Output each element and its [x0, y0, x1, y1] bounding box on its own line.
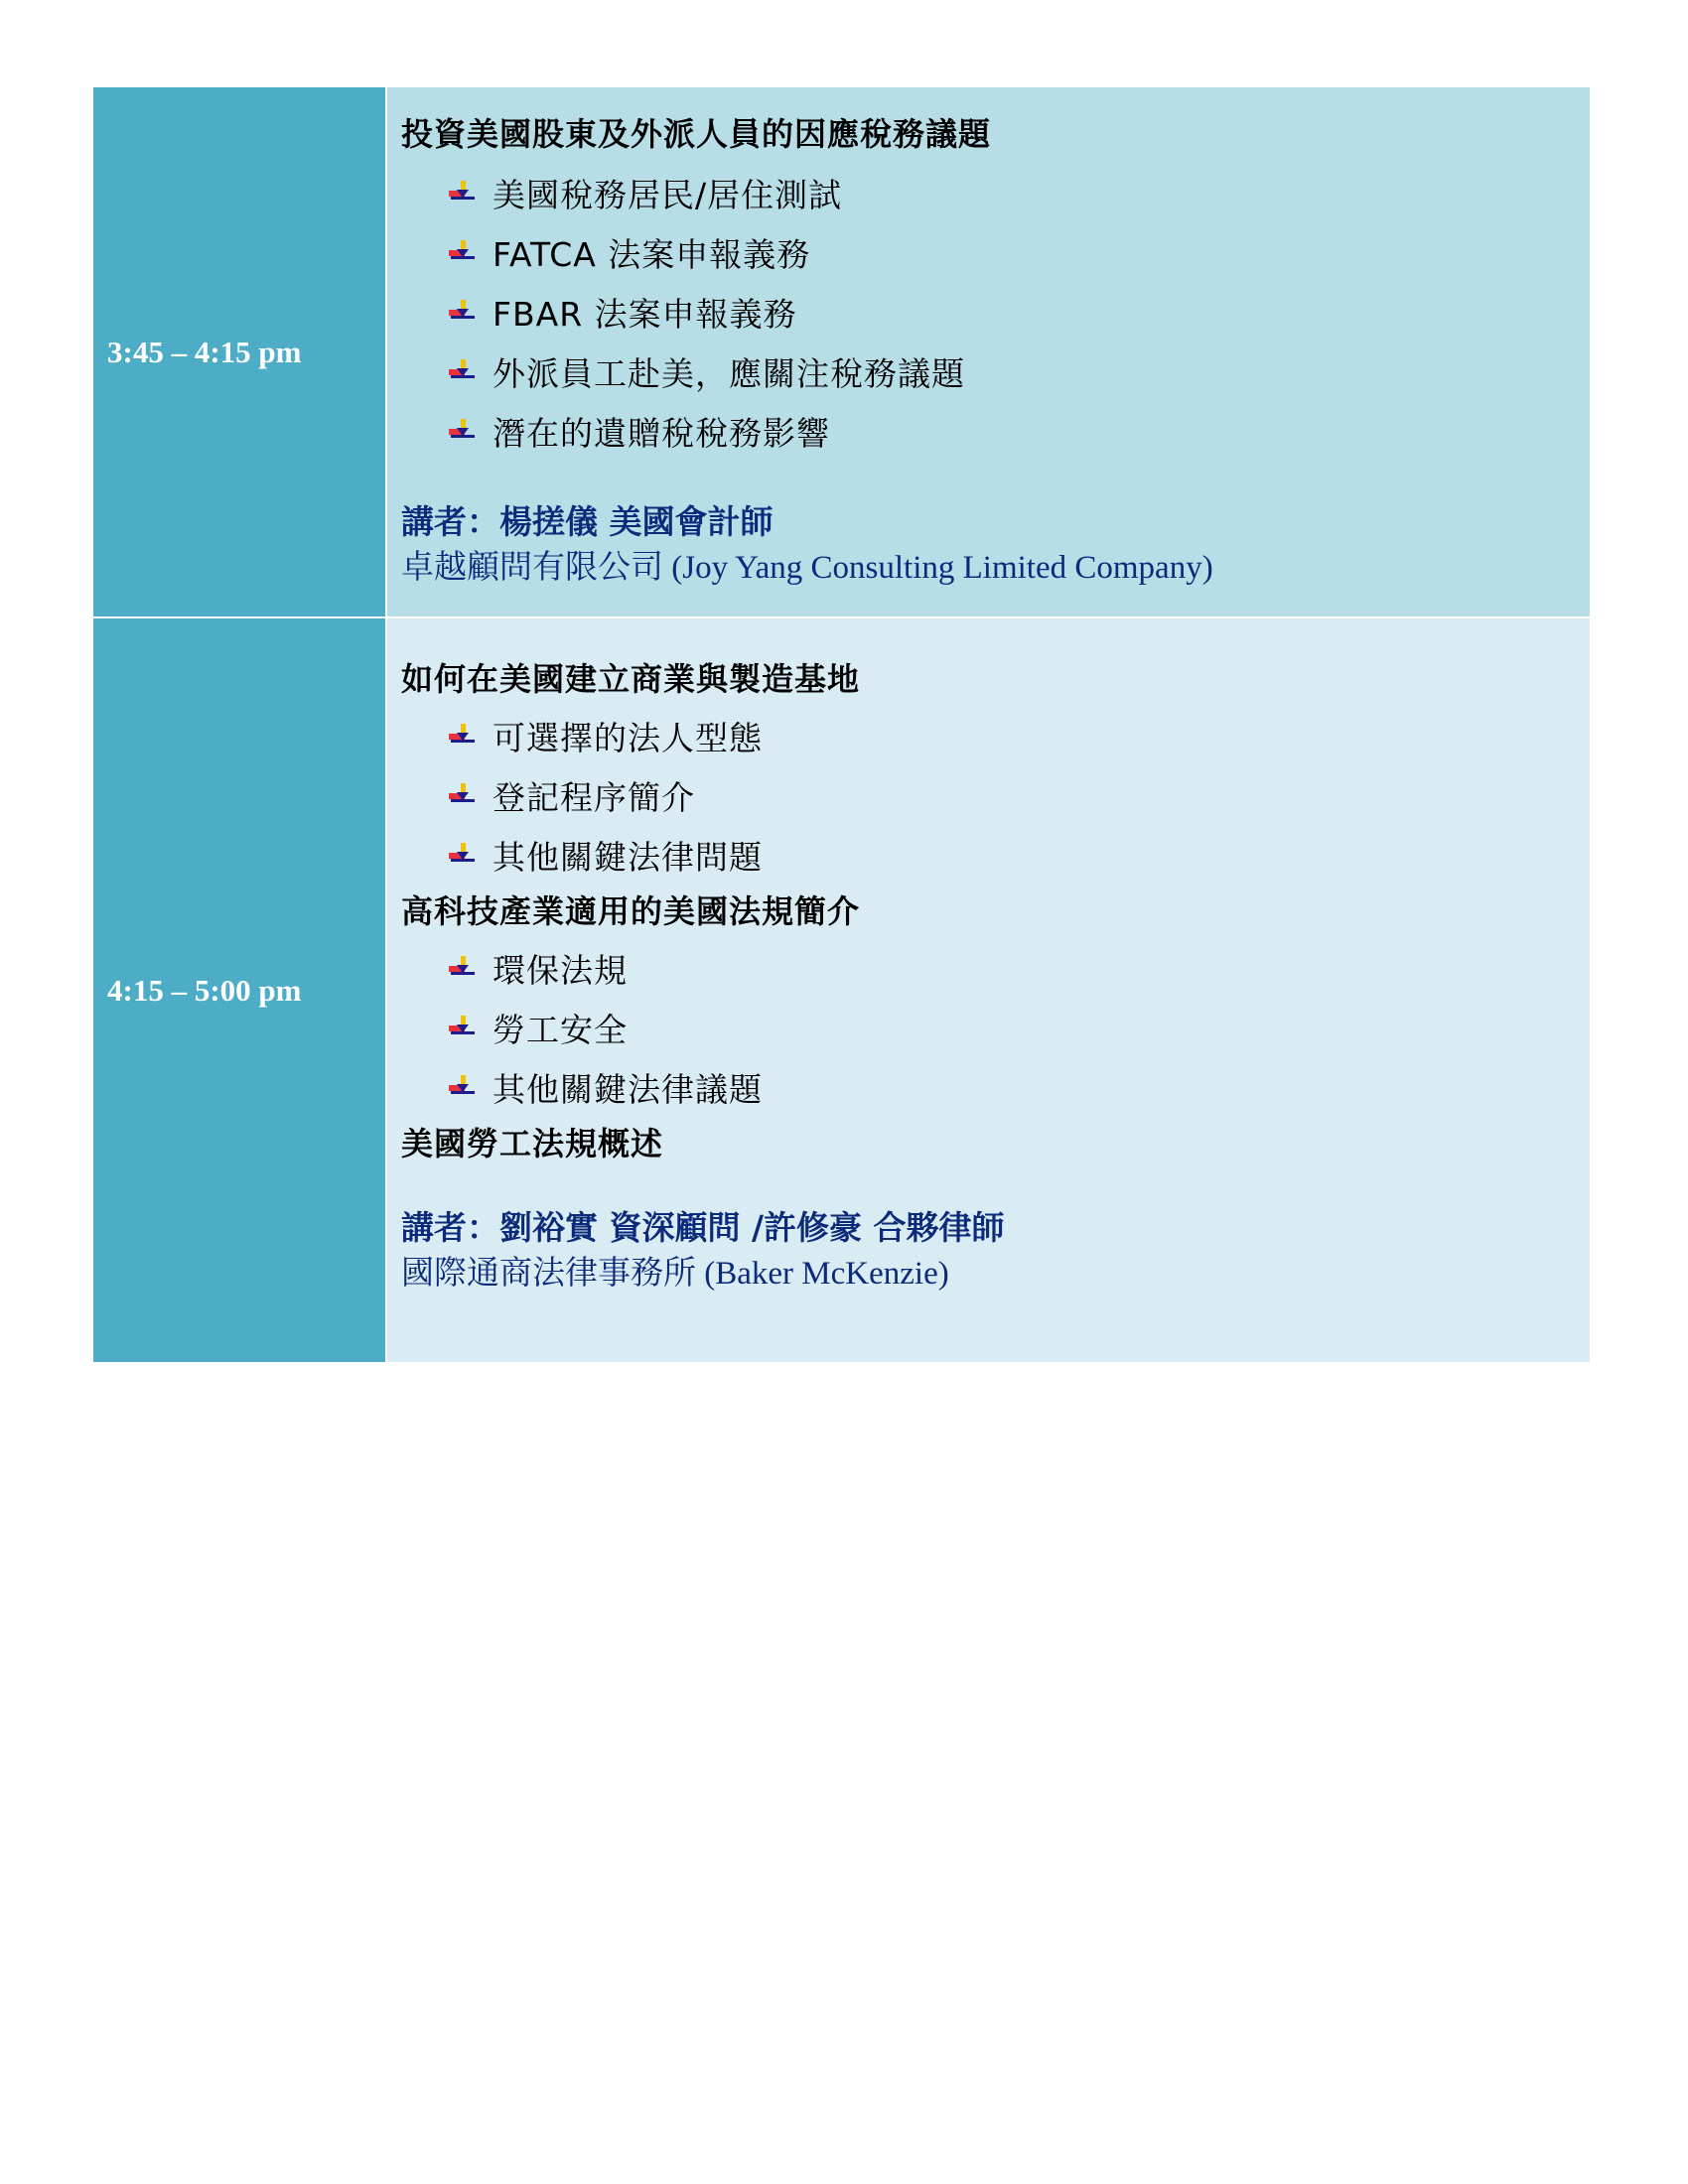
list-item: 其他關鍵法律問題 [401, 825, 1590, 885]
arrow-bullet-icon [447, 721, 477, 751]
topic-list [401, 706, 1590, 885]
speaker-info [401, 1204, 1590, 1297]
agenda-row [93, 87, 1590, 618]
time-slot: 4:15 – 5:00 pm [93, 618, 387, 1362]
session-heading: 美國勞工法規概述 [401, 1125, 664, 1162]
arrow-bullet-icon [447, 840, 477, 870]
arrow-bullet-icon [447, 953, 477, 983]
arrow-bullet-icon [447, 237, 477, 267]
arrow-bullet-icon [447, 416, 477, 446]
topic-list [401, 938, 1590, 1117]
arrow-bullet-icon [447, 178, 477, 207]
list-item: 勞工安全 [401, 998, 1590, 1057]
list-item: 潛在的遺贈稅稅務影響 [401, 401, 1590, 461]
list-item: 環保法規 [401, 938, 1590, 998]
agenda-table [93, 87, 1590, 1364]
list-item: FATCA 法案申報義務 [401, 222, 1590, 282]
list-item: 外派員工赴美，應關注稅務議題 [401, 341, 1590, 401]
list-item: FBAR 法案申報義務 [401, 282, 1590, 341]
speaker-name: 講者：楊搓儀 美國會計師 [401, 502, 774, 541]
session-content [387, 618, 1590, 1362]
session-heading: 如何在美國建立商業與製造基地 [401, 660, 861, 698]
arrow-bullet-icon [447, 780, 477, 810]
session-content [387, 87, 1590, 616]
list-item: 登記程序簡介 [401, 765, 1590, 825]
arrow-bullet-icon [447, 1072, 477, 1102]
arrow-bullet-icon [447, 1013, 477, 1042]
list-item: 其他關鍵法律議題 [401, 1057, 1590, 1117]
arrow-bullet-icon [447, 356, 477, 386]
speaker-organization: 卓越顧問有限公司 (Joy Yang Consulting Limited Company) [401, 550, 1213, 586]
session-heading: 投資美國股東及外派人員的因應稅務議題 [401, 115, 992, 153]
list-item: 可選擇的法人型態 [401, 706, 1590, 765]
session-heading: 高科技產業適用的美國法規簡介 [401, 892, 861, 930]
arrow-bullet-icon [447, 297, 477, 327]
speaker-info [401, 498, 1590, 592]
time-slot: 3:45 – 4:15 pm [93, 87, 387, 616]
speaker-name: 講者：劉裕實 資深顧問 /許修豪 合夥律師 [401, 1208, 1005, 1247]
agenda-row [93, 618, 1590, 1364]
list-item: 美國稅務居民/居住測試 [401, 163, 1590, 222]
speaker-organization: 國際通商法律事務所 (Baker McKenzie) [401, 1256, 949, 1292]
topic-list [401, 163, 1590, 461]
